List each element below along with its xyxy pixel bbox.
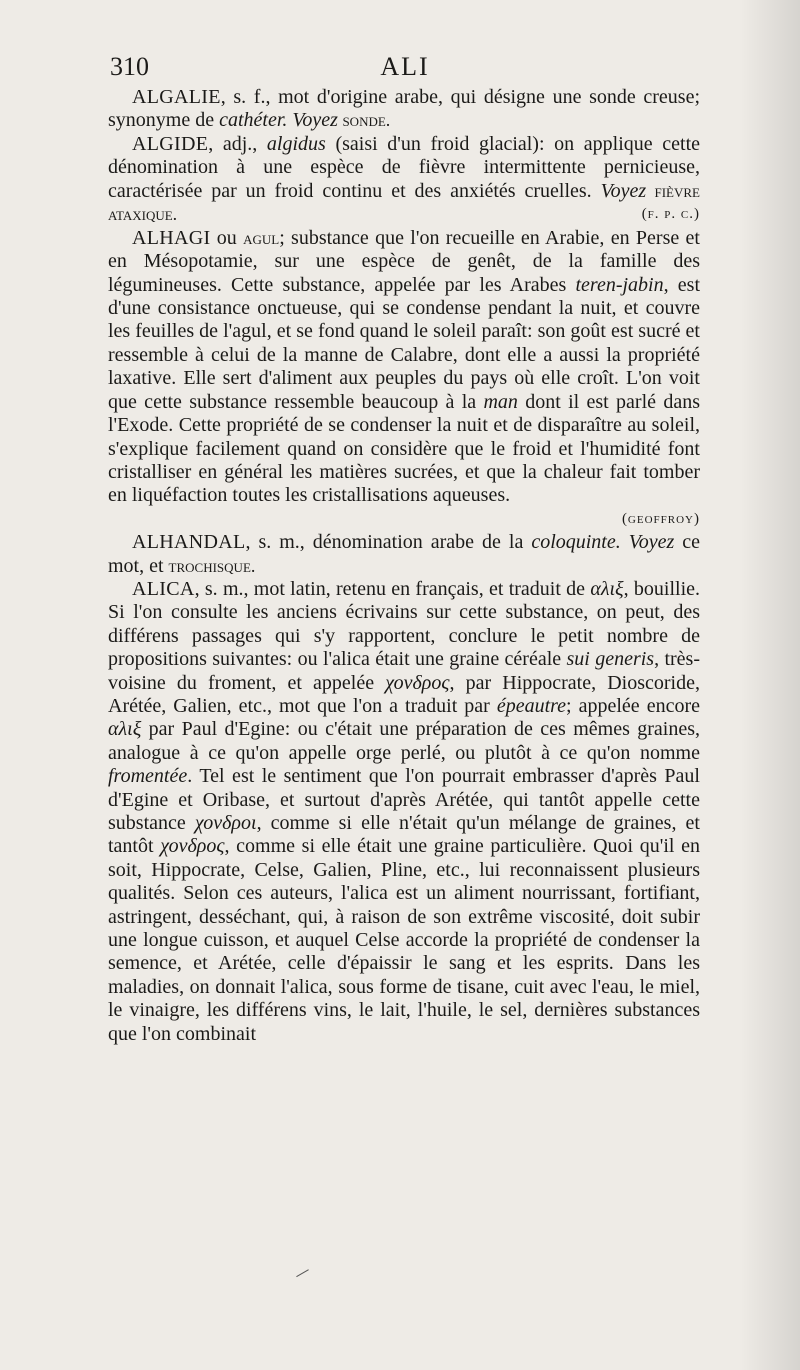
entry-algalie: ALGALIE, s. f., mot d'origine arabe, qui désigne une sonde creuse; synonyme de cathéter. Voyez sonde.: [108, 86, 700, 132]
headword: ALGIDE: [132, 132, 209, 155]
entry-algide: ALGIDE, adj., algidus (saisi d'un froid glacial): on applique cette dénomination à une espèce de fièvre intermittente pernicieuse, caractérisée par un froid continu et des anxiétés cruelles. Voyez fièvre ataxique.: [108, 132, 701, 225]
headword: ALICA: [132, 577, 195, 600]
entry-alhagi: ALHAGI ou agul; substance que l'on recueille en Arabie, en Perse et en Mésopotamie, sur une espèce de genêt, de la famille des légumineuses. Cette substance, appelée par les Arabes teren-jabin, est d'une consistance onctueuse, qui se condense pendant la nuit, et couvre les feuilles de l'agul, et se fond quand le soleil paraît: son goût est sucré et ressemble à celui de la manne de Calabre, dont elle a aussi la propriété laxative. Elle sert d'aliment aux peuples du pays où elle croît. L'on voit que cette substance ressemble beaucoup à la man dont il est parlé dans l'Exode. Cette propriété de se condenser la nuit et de disparaître au soleil, s'explique facilement quand on considère que le froid et l'humidité font cristalliser en général les matières sucrées, et que la chaleur fait tomber en liquéfaction toutes les cristallisations aqueuses.: [108, 226, 700, 507]
entry-alica: ALICA, s. m., mot latin, retenu en français, et traduit de αλιξ, bouillie. Si l'on consulte les anciens écrivains sur cette substance, on peut, des différens passages qui s'y rapportent, conclure le petit nombre de propositions suivantes: ou l'alica était une graine céréale sui generis, très-voisine du froment, et appelée χονδρος, par Hippocrate, Dioscoride, Arétée, Galien, etc., mot que l'on a traduit par épeautre; appelée encore αλιξ par Paul d'Egine: ou c'était une préparation de ces mêmes graines, analogue à ce qu'on appelle orge perlé, ou plutôt à ce qu'on nomme fromentée. Tel est le sentiment que l'on pourrait embrasser d'après Paul d'Egine et Oribase, et surtout d'après Arétée, qui tantôt appelle cette substance χονδροι, comme si elle n'était qu'un mélange de graines, et tantôt χονδρος, comme si elle était une graine particulière. Quoi qu'il en soit, Hippocrate, Celse, Galien, Pline, etc., lui reconnaissent plusieurs qualités. Selon ces auteurs, l'alica est un aliment nourrissant, fortifiant, astringent, desséchant, qui, à raison de son extrême viscosité, doit subir une longue cuisson, et auquel Celse accorde la propriété de condenser la semence, et Arétée, celle d'épaissir le sang et les esprits. Dans les maladies, on donnait l'alica, sous forme de tisane, cuit avec l'eau, le miel, le vinaigre, les différens vins, le lait, l'huile, le sel, dernières substances que l'on combinait: [108, 577, 701, 1045]
text-column: [108, 86, 700, 1046]
entry-alhandal: ALHANDAL, s. m., dénomination arabe de la coloquinte. Voyez ce mot, et trochisque.: [108, 531, 701, 577]
page-edge-shadow: [740, 0, 800, 1370]
headword: ALGALIE: [132, 86, 221, 108]
headword: ALHANDAL: [132, 531, 246, 554]
page-header: [110, 52, 700, 84]
running-head: ALI: [380, 52, 430, 81]
stray-pen-mark: [296, 1269, 314, 1286]
author-signature: (geoffroy): [621, 510, 700, 527]
headword: ALHAGI: [132, 226, 211, 249]
author-signature: (f. p. c.): [641, 206, 700, 223]
page-number: 310: [110, 52, 149, 81]
